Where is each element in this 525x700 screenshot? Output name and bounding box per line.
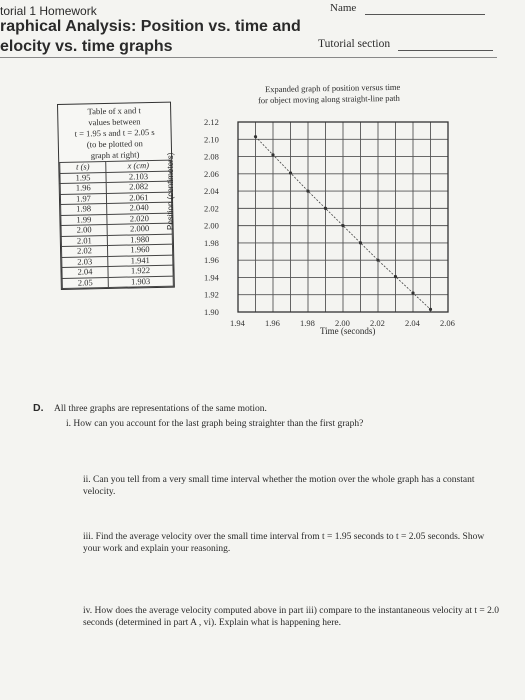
cell-time: 2.02: [61, 245, 107, 256]
y-tick-label: 2.06: [204, 168, 219, 179]
question-ii: ii. Can you tell from a very small time interval whether the motion over the whole graph has a constant velocity.: [83, 475, 475, 497]
y-tick-label: 1.98: [204, 237, 219, 248]
course-header: torial 1 Homework: [0, 4, 97, 18]
data-point: [359, 241, 362, 244]
data-point: [341, 224, 344, 227]
cell-time: 2.05: [62, 277, 108, 288]
tutorial-section-label: Tutorial section: [318, 38, 391, 50]
data-point: [324, 207, 327, 210]
title-divider: [0, 57, 497, 58]
cell-position: 1.960: [107, 244, 172, 256]
x-tick-label: 1.96: [265, 318, 280, 328]
table-caption-line: graph at right): [90, 149, 140, 161]
question-iii: iii. Find the average velocity over the small time interval from t = 1.95 seconds to t = 2.05 seconds. Show your work and explain your reasoning.: [83, 532, 485, 554]
data-point: [394, 275, 397, 278]
page-title-line1: raphical Analysis: Position vs. time and: [0, 18, 301, 35]
table-caption-line: Table of x and t: [87, 105, 141, 117]
name-blank-line: [365, 14, 485, 15]
cell-position: 2.061: [106, 192, 171, 204]
table-caption-line: values between: [88, 116, 141, 128]
y-tick-label: 2.00: [204, 220, 219, 231]
x-tick-label: 2.04: [405, 318, 420, 328]
y-tick-label: 2.02: [204, 203, 219, 214]
question-d-letter: D.: [33, 402, 44, 414]
data-point: [289, 171, 292, 174]
data-point: [306, 189, 309, 192]
y-tick-label: 2.12: [204, 117, 219, 127]
x-tick-label: 1.94: [230, 318, 245, 328]
table-row: [62, 276, 173, 289]
y-tick-label: 1.90: [204, 307, 219, 317]
cell-time: 2.01: [61, 235, 107, 246]
col-header-x: x (cm): [106, 160, 171, 172]
x-tick-label: 2.02: [370, 318, 385, 328]
cell-position: 2.082: [106, 181, 171, 193]
x-axis-label: Time (seconds): [320, 326, 376, 336]
table-caption: [58, 103, 171, 162]
data-point: [411, 291, 414, 294]
question-iv: iv. How does the average velocity computed above in part iii) compare to the instantaneous velocity at t = 2.0 seconds (determined in part A , vi). Explain what is happening here.: [83, 606, 500, 628]
question-i: i. How can you account for the last graph being straighter than the first graph?: [66, 419, 364, 429]
x-tick-label: 2.00: [335, 318, 350, 328]
cell-time: 1.96: [60, 182, 106, 193]
graph-title-line2: for object moving along straight-line path: [257, 92, 400, 106]
values-table: [59, 160, 174, 289]
cell-position: 2.020: [107, 213, 172, 225]
cell-position: 1.922: [108, 265, 173, 277]
y-axis-label: Position (centimeters): [166, 152, 175, 230]
col-header-t: t (s): [60, 161, 106, 172]
table-caption-line: (to be plotted on: [86, 138, 143, 150]
y-tick-label: 1.96: [204, 255, 219, 266]
y-tick-label: 1.92: [204, 289, 219, 300]
page-title-line2: elocity vs. time graphs: [0, 38, 173, 55]
cell-time: 2.03: [62, 256, 108, 267]
cell-time: 2.00: [61, 224, 107, 235]
cell-time: 1.99: [61, 214, 107, 225]
cell-position: 1.903: [108, 276, 173, 288]
name-label: Name: [330, 2, 357, 14]
data-point: [429, 308, 432, 311]
y-tick-label: 1.94: [204, 272, 219, 283]
data-point: [376, 259, 379, 262]
cell-time: 2.04: [62, 266, 108, 277]
data-table: [57, 102, 175, 290]
data-point: [254, 135, 257, 138]
x-tick-label: 2.06: [440, 318, 455, 328]
graph-title-line1: Expanded graph of position versus time: [264, 81, 401, 95]
y-tick-label: 2.04: [204, 186, 219, 197]
y-tick-label: 2.10: [204, 134, 219, 145]
cell-position: 1.980: [107, 234, 172, 246]
cell-position: 2.103: [106, 171, 171, 183]
cell-position: 1.941: [108, 255, 173, 267]
cell-time: 1.98: [61, 203, 107, 214]
tutorial-section-blank-line: [398, 50, 493, 51]
cell-time: 1.97: [60, 193, 106, 204]
table-caption-line: t = 1.95 s and t = 2.05 s: [74, 126, 155, 139]
cell-time: 1.95: [60, 172, 106, 183]
question-d-text: All three graphs are representations of the same motion.: [54, 404, 267, 414]
x-tick-label: 1.98: [300, 318, 315, 328]
position-time-graph: [180, 100, 480, 330]
cell-position: 2.040: [107, 202, 172, 214]
y-tick-label: 2.08: [204, 151, 219, 162]
cell-position: 2.000: [107, 223, 172, 235]
data-point: [271, 153, 274, 156]
